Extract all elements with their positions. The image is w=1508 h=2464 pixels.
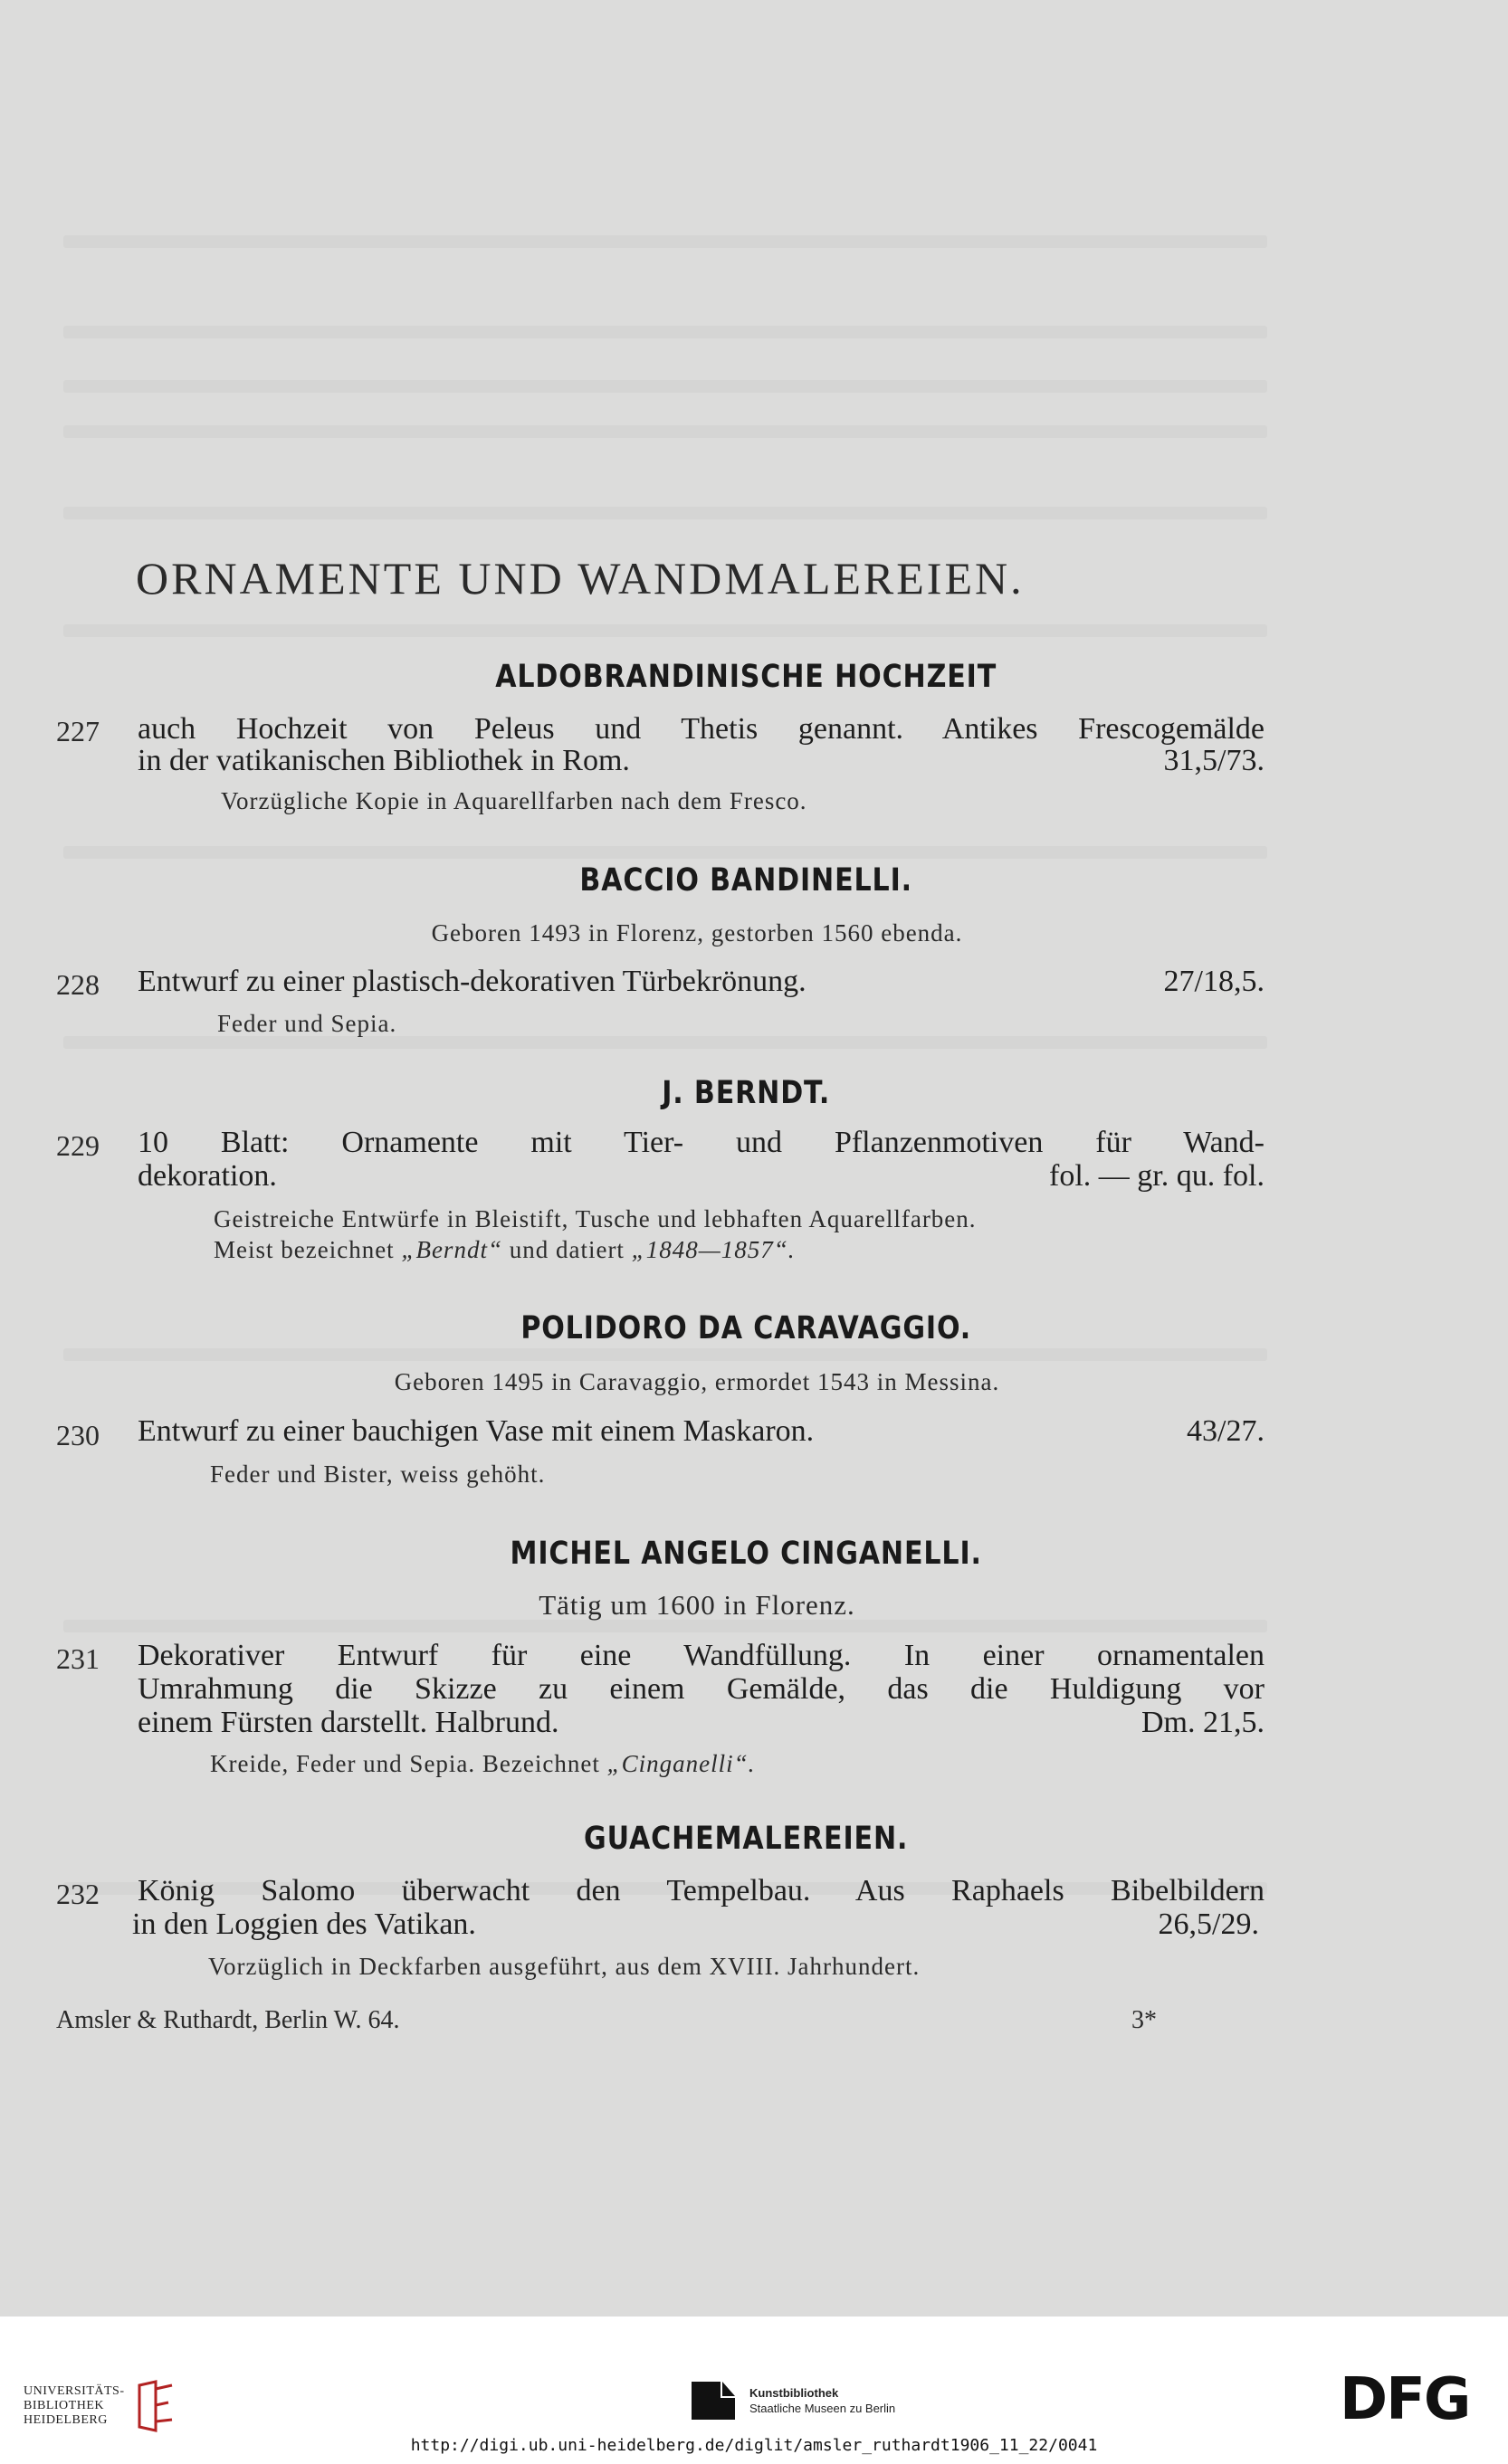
entry-232-line1: König Salomo überwacht den Tempelbau. Aus Raphaels Bibelbildern xyxy=(138,1874,1265,1907)
entry-229-measure: fol. — gr. qu. fol. xyxy=(1049,1159,1265,1193)
entry-232-text: in den Loggien des Vatikan. xyxy=(132,1907,476,1941)
library-logo-line: UNIVERSITÄTS- xyxy=(24,2384,125,2398)
section-subtitle-bandinelli: Geboren 1493 in Florenz, gestorben 1560 ebenda. xyxy=(431,919,963,947)
kunstbibliothek-emblem-icon xyxy=(690,2380,737,2421)
entry-number-231: 231 xyxy=(56,1642,100,1675)
entry-231-measure: Dm. 21,5. xyxy=(1141,1706,1265,1739)
kunstbibliothek-name: Kunstbibliothek xyxy=(749,2386,839,2400)
entry-229-text: dekoration. xyxy=(138,1159,277,1193)
entry-227-measure: 31,5/73. xyxy=(1163,744,1265,777)
kunstbibliothek-logo[interactable] xyxy=(690,2380,895,2421)
entry-229-line2 xyxy=(138,1159,1265,1194)
library-emblem-icon xyxy=(136,2380,176,2432)
show-through-line xyxy=(63,1620,1267,1632)
kunstbibliothek-text xyxy=(749,2385,895,2416)
show-through-line xyxy=(63,1036,1267,1049)
publisher-imprint: Amsler & Ruthardt, Berlin W. 64. xyxy=(56,2006,400,2034)
entry-230-line1 xyxy=(138,1414,1265,1449)
library-logo-text xyxy=(24,2384,125,2428)
entry-230-measure: 43/27. xyxy=(1187,1414,1265,1448)
permalink-url[interactable]: http://digi.ub.uni-heidelberg.de/diglit/amsler_ruthardt1906_11_22/0041 xyxy=(410,2436,1098,2455)
entry-229-note2-text: Meist bezeichnet xyxy=(214,1236,395,1263)
university-library-logo[interactable] xyxy=(24,2380,176,2432)
entry-232-measure: 26,5/29. xyxy=(1158,1907,1259,1941)
entry-231-signature: „Cinganelli“. xyxy=(606,1750,756,1777)
show-through-line xyxy=(63,846,1267,859)
entry-229-note2-text: und datiert xyxy=(509,1236,625,1263)
entry-232-note: Vorzüglich in Deckfarben ausgeführt, aus dem XVIII. Jahrhundert. xyxy=(208,1953,921,1980)
entry-228-measure: 27/18,5. xyxy=(1163,965,1265,998)
show-through-line xyxy=(63,326,1267,338)
entry-231-note xyxy=(210,1750,755,1778)
library-logo-line: HEIDELBERG xyxy=(24,2413,108,2427)
entry-number-227: 227 xyxy=(56,715,100,747)
show-through-line xyxy=(63,425,1267,438)
entry-229-date-range: „1848—1857“. xyxy=(631,1236,796,1263)
entry-231-text: einem Fürsten darstellt. Halbrund. xyxy=(138,1706,559,1739)
entry-227-note: Vorzügliche Kopie in Aquarellfarben nach dem Fresco. xyxy=(221,787,807,814)
entry-228-text: Entwurf zu einer plastisch-dekorativen Türbekrönung. xyxy=(138,965,806,998)
entry-231-line1: Dekorativer Entwurf für eine Wandfüllung. In einer ornamentalen xyxy=(138,1639,1265,1672)
entry-227-line2 xyxy=(138,744,1265,778)
section-subtitle-cinganelli: Tätig um 1600 in Florenz. xyxy=(539,1589,855,1621)
show-through-line xyxy=(63,1348,1267,1361)
show-through-line xyxy=(63,380,1267,393)
entry-229-signature: „Berndt“ xyxy=(401,1236,502,1263)
section-heading-guachemalereien: GUACHEMALEREIEN. xyxy=(584,1821,909,1857)
section-heading-cinganelli: MICHEL ANGELO CINGANELLI. xyxy=(510,1536,982,1572)
section-heading-aldobrandinische: ALDOBRANDINISCHE HOCHZEIT xyxy=(495,659,997,695)
section-heading-bandinelli: BACCIO BANDINELLI. xyxy=(579,862,912,899)
entry-228-note: Feder und Sepia. xyxy=(217,1010,397,1037)
show-through-line xyxy=(63,235,1267,248)
entry-229-note1: Geistreiche Entwürfe in Bleistift, Tusche und lebhaften Aquarellfarben. xyxy=(214,1205,977,1232)
entry-227-text: in der vatikanischen Bibliothek in Rom. xyxy=(138,744,630,777)
section-heading-caravaggio: POLIDORO DA CARAVAGGIO. xyxy=(520,1310,972,1346)
entry-230-text: Entwurf zu einer bauchigen Vase mit einem Maskaron. xyxy=(138,1414,815,1448)
entry-number-229: 229 xyxy=(56,1129,100,1162)
entry-number-232: 232 xyxy=(56,1878,100,1910)
entry-231-line3 xyxy=(138,1706,1265,1740)
library-logo-line: BIBLIOTHEK xyxy=(24,2399,104,2412)
entry-227-line1: auch Hochzeit von Peleus und Thetis genannt. Antikes Frescogemälde xyxy=(138,712,1265,746)
entry-229-line1: 10 Blatt: Ornamente mit Tier- und Pflanzenmotiven für Wand- xyxy=(138,1126,1265,1159)
signature-mark: 3* xyxy=(1131,2006,1157,2034)
entry-232-line2 xyxy=(132,1907,1259,1942)
section-heading-berndt: J. BERNDT. xyxy=(662,1075,831,1111)
entry-number-228: 228 xyxy=(56,968,100,1001)
show-through-line xyxy=(63,624,1267,637)
entry-229-note2 xyxy=(214,1236,795,1264)
page-title: ORNAMENTE UND WANDMALEREIEN. xyxy=(136,553,1025,604)
entry-228-line1 xyxy=(138,965,1265,999)
section-subtitle-caravaggio: Geboren 1495 in Caravaggio, ermordet 1543 in Messina. xyxy=(394,1368,1000,1395)
dfg-logo[interactable]: DFG xyxy=(1340,2366,1470,2433)
entry-number-230: 230 xyxy=(56,1419,100,1451)
entry-231-note-text: Kreide, Feder und Sepia. Bezeichnet xyxy=(210,1750,600,1777)
entry-231-line2: Umrahmung die Skizze zu einem Gemälde, das die Huldigung vor xyxy=(138,1672,1265,1706)
kunstbibliothek-subtitle: Staatliche Museen zu Berlin xyxy=(749,2402,896,2415)
show-through-line xyxy=(63,507,1267,519)
entry-230-note: Feder und Bister, weiss gehöht. xyxy=(210,1460,546,1488)
